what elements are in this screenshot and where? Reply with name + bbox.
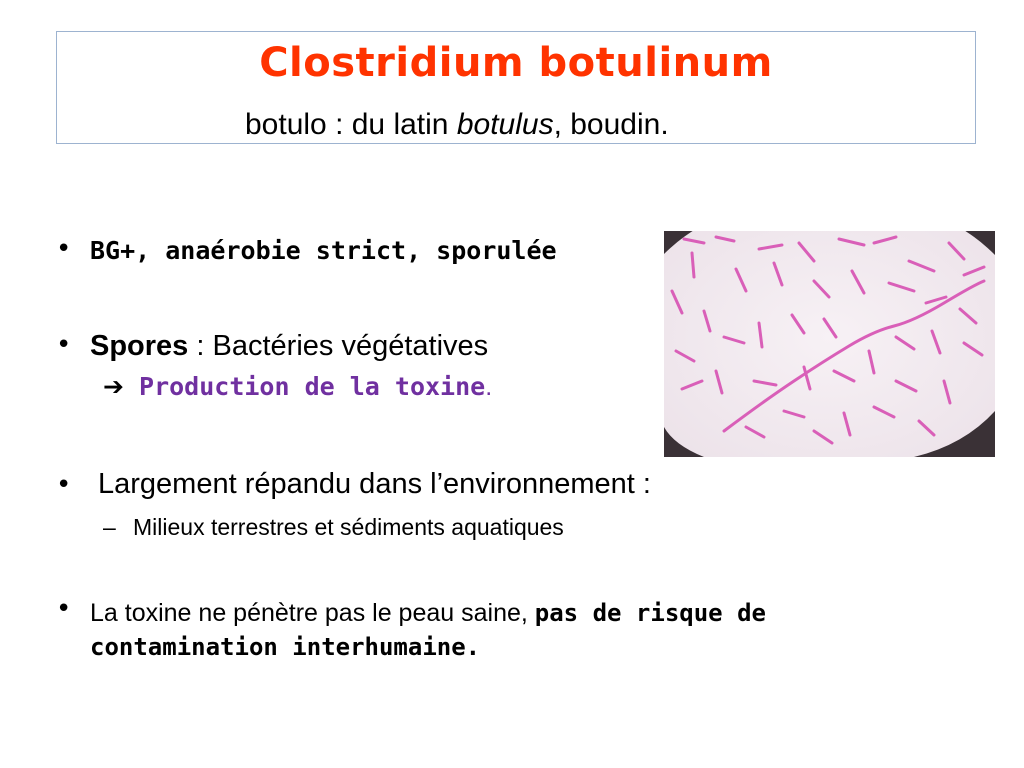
subtitle-italic: botulus	[456, 108, 554, 141]
sub-bullet-marker: –	[103, 514, 116, 540]
bullet-text	[90, 596, 930, 664]
slide-subtitle	[245, 108, 669, 142]
bullet-marker: •	[56, 594, 72, 624]
microscopy-bacteria-image	[664, 231, 995, 457]
bullet-text: Largement répandu dans l’environnement :	[98, 468, 651, 500]
bullet-rest: : Bactéries végétatives	[188, 330, 489, 362]
title-box	[56, 31, 976, 144]
sub-bullet-habitats	[103, 514, 564, 541]
bullet-plain: La toxine ne pénètre pas le peau saine,	[90, 599, 535, 627]
bullet-marker: •	[56, 330, 72, 360]
arrow-right-icon: ➔	[103, 372, 124, 401]
bullet-bold: Spores	[90, 330, 189, 362]
subtitle-suffix: , boudin.	[553, 108, 669, 141]
subtitle-prefix: botulo : du latin	[245, 108, 457, 141]
slide-title: Clostridium botulinum	[259, 40, 773, 86]
toxin-production-end: .	[485, 373, 493, 401]
bullet-marker: •	[56, 234, 72, 264]
bullet-text	[90, 330, 488, 363]
toxin-production-line	[103, 372, 492, 402]
bullet-marker: •	[56, 470, 72, 500]
toxin-production-text: Production de la toxine	[139, 372, 486, 401]
bullet-text: BG+, anaérobie strict, sporulée	[90, 236, 557, 265]
bullet-bold: pas de risque de contamination interhumaine.	[90, 599, 766, 661]
sub-bullet-text: Milieux terrestres et sédiments aquatiques	[133, 514, 564, 540]
